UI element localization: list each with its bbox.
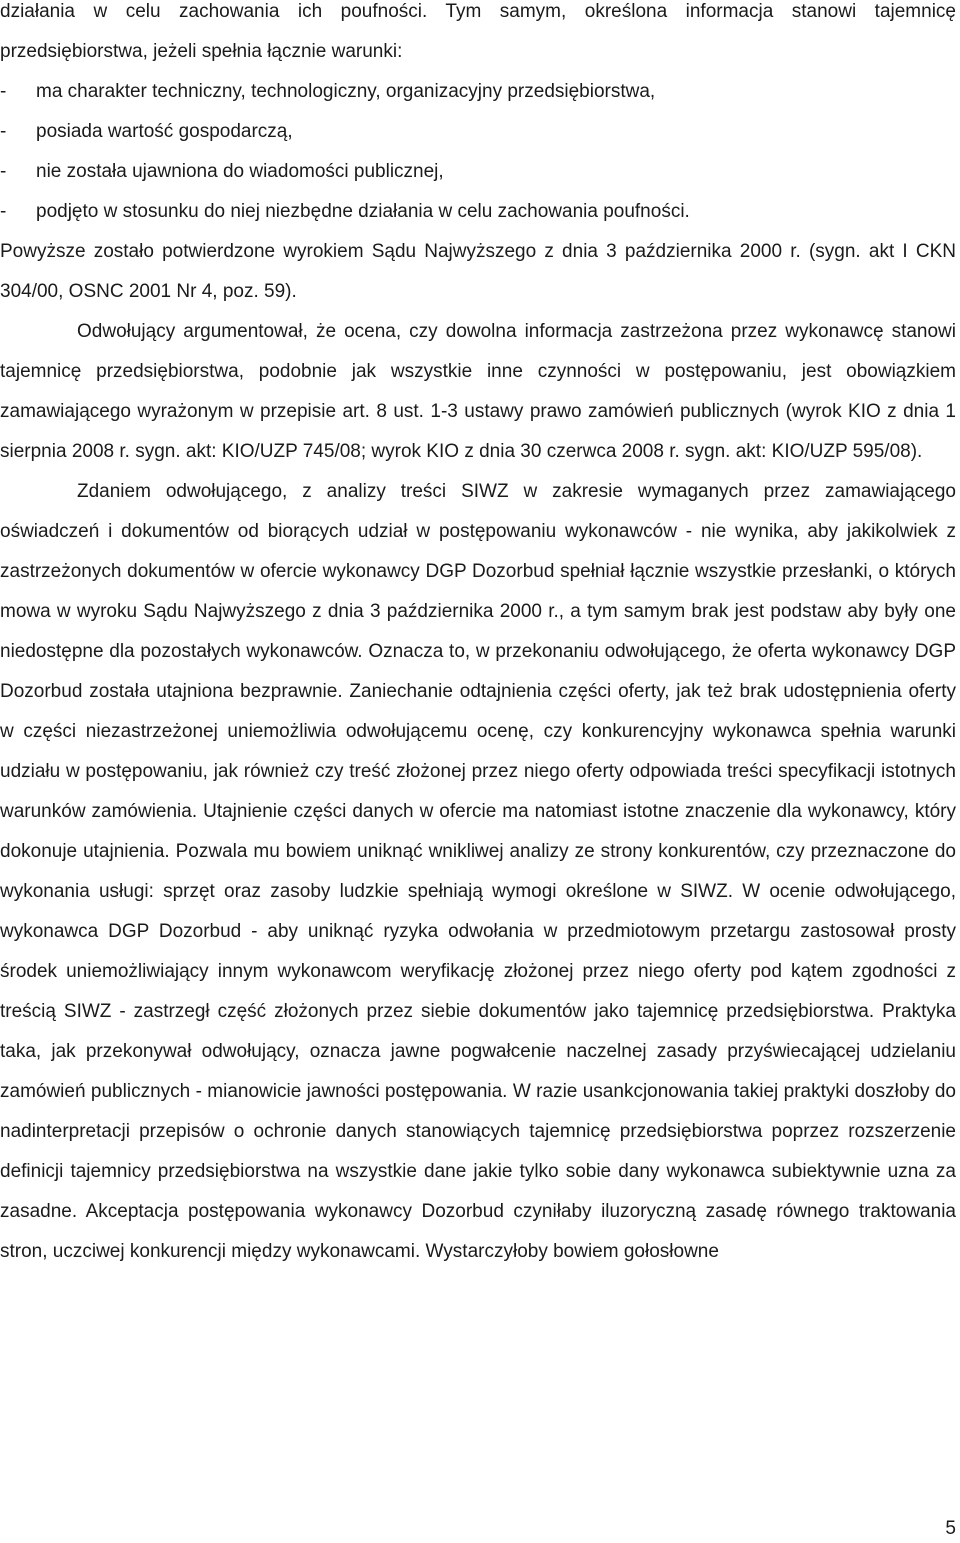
opinion-paragraph: Zdaniem odwołującego, z analizy treści SIWZ w zakresie wymaganych przez zamawiającego oświadczeń i dokumentów od biorących udział w postępowaniu wykonawców - nie wynika, aby jakikolwiek z zastrzeżonych dokumentów w ofercie wykonawcy DGP Dozorbud spełniał łącznie wszystkie przesłanki, o których mowa w wyroku Sądu Najwyższego z dnia 3 października 2000 r., a tym samym brak jest podstaw aby były one niedostępne dla pozostałych wykonawców. Oznacza to, w przekonaniu odwołującego, że oferta wykonawcy DGP Dozorbud została utajniona bezprawnie. Zaniechanie odtajnienia części oferty, jak też brak udostępnienia oferty w części niezastrzeżonej uniemożliwia odwołującemu ocenę, czy konkurencyjny wykonawca spełnia warunki udziału w postępowaniu, jak również czy treść złożonej przez niego oferty odpowiada treści specyfikacji istotnych warunków zamówienia. Utajnienie części danych w ofercie ma natomiast istotne znaczenie dla wykonawcy, który dokonuje utajnienia. Pozwala mu bowiem uniknąć wnikliwej analizy ze strony konkurentów, czy przeznaczone do wykonania usługi: sprzęt oraz zasoby ludzkie spełniają wymogi określone w SIWZ. W ocenie odwołującego, wykonawca DGP Dozorbud - aby uniknąć ryzyka odwołania w przedmiotowym przetargu zastosował prosty środek uniemożliwiający innym wykonawcom weryfikację złożonej przez niego oferty pod kątem zgodności z treścią SIWZ - zastrzegł część złożonych przez siebie dokumentów jako tajemnicę przedsiębiorstwa. Praktyka taka, jak przekonywał odwołujący, oznacza jawne pogwałcenie naczelnej zasady przyświecającej udzielaniu zamówień publicznych - mianowicie jawności postępowania. W razie usankcjonowania takiej praktyki doszłoby do nadinterpretacji przepisów o ochronie danych stanowiących tajemnicę przedsiębiorstwa poprzez rozszerzenie definicji tajemnicy przedsiębiorstwa na wszystkie dane jakie tylko sobie dany wykonawca subiektywnie uzna za zasadne. Akceptacja postępowania wykonawcy Dozorbud czyniłaby iluzoryczną zasadę równego traktowania stron, uczciwej konkurencji między wykonawcami. Wystarczyłoby bowiem gołosłowne <box>0 481 956 1262</box>
condition-item <box>0 72 956 112</box>
intro-paragraph: działania w celu zachowania ich poufności. Tym samym, określona informacja stanowi tajemnicę przedsiębiorstwa, jeżeli spełnia łącznie warunki: <box>0 1 956 62</box>
argument-paragraph: Odwołujący argumentował, że ocena, czy dowolna informacja zastrzeżona przez wykonawcę stanowi tajemnicę przedsiębiorstwa, podobnie jak wszystkie inne czynności w postępowaniu, jest obowiązkiem zamawiającego wyrażonym w przepisie art. 8 ust. 1-3 ustawy prawo zamówień publicznych (wyrok KIO z dnia 1 sierpnia 2008 r. sygn. akt: KIO/UZP 745/08; wyrok KIO z dnia 30 czerwca 2008 r. sygn. akt: KIO/UZP 595/08). <box>0 321 956 462</box>
conditions-list <box>0 72 956 232</box>
condition-text: ma charakter techniczny, technologiczny, organizacyjny przedsiębiorstwa, <box>36 81 656 102</box>
confirmation-paragraph: Powyższe zostało potwierdzone wyrokiem Sądu Najwyższego z dnia 3 października 2000 r. (sygn. akt I CKN 304/00, OSNC 2001 Nr 4, poz. 59). <box>0 241 956 302</box>
condition-item <box>0 112 956 152</box>
condition-item <box>0 192 956 232</box>
condition-text: nie została ujawniona do wiadomości publicznej, <box>36 161 444 182</box>
condition-text: posiada wartość gospodarczą, <box>36 121 293 142</box>
list-dash: - <box>0 161 7 182</box>
list-dash: - <box>0 201 7 222</box>
list-dash: - <box>0 81 7 102</box>
page-number: 5 <box>945 1518 956 1539</box>
condition-item <box>0 152 956 192</box>
list-dash: - <box>0 121 7 142</box>
condition-text: podjęto w stosunku do niej niezbędne działania w celu zachowania poufności. <box>36 201 690 222</box>
